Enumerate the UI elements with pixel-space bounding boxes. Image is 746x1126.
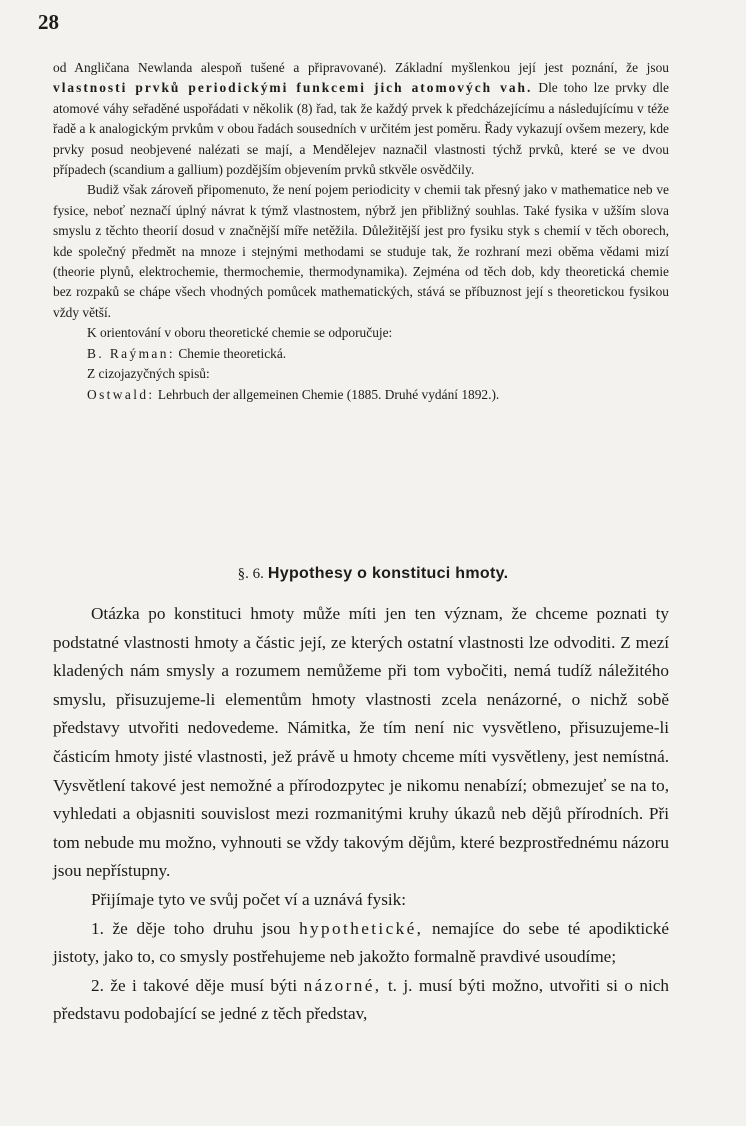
text-run: od Angličana Newlanda alespoň tušené a připravované). Základní myšlenkou její jest poznání, že jsou (53, 60, 669, 75)
reference-rayman (53, 344, 669, 364)
text-run: t. j. musí býti možno, utvořiti si o nich představu podobající se jedné z těch představ, (53, 975, 670, 1024)
section-number: §. 6. (237, 566, 264, 582)
emphasized-text: vlastnosti prvků periodickými funkcemi jich atomových vah. (53, 80, 533, 96)
text-run: 2. že i takové děje musí býti (91, 975, 304, 995)
reference-ostwald (53, 385, 669, 405)
section-title: Hypothesy o konstituci hmoty. (267, 565, 509, 582)
emphasized-text: názorné, (303, 975, 382, 995)
reference-title: Lehrbuch der allgemeinen Chemie (1885. Druhé vydání 1892.). (154, 386, 500, 402)
emphasized-text: hypothetické, (299, 918, 424, 938)
page-number: 28 (38, 10, 59, 34)
text-run: Dle toho lze prvky dle atomové váhy seřaděné uspořádati v několik (8) řad, tak že každý prvek k předcházejícímu a následujícímu v téže řadě a k analogickým prvkům v obou řadách sousedních v určitém jest poměru. Řady vykazují ovšem mezery, kde prvky posud neobjevené nalézati se mají, a Mendělejev naznačil vlastnosti týchž prvků, které se ve dvou případech (scandium a gallium) pozdějším objevením prvků stkvěle osvědčily. (53, 80, 669, 178)
paragraph-periodic-law (53, 58, 669, 180)
small-print-block (53, 58, 669, 405)
paragraph-physicist-accepts: Přijímaje tyto ve svůj počet ví a uznává fysik: (91, 889, 407, 909)
paragraph-orientation: K orientování v oboru theoretické chemie se odporučuje: (87, 325, 393, 341)
reference-title: Chemie theoretická. (174, 345, 287, 361)
list-item-1 (53, 915, 669, 972)
reference-author: B. Raýman: (87, 345, 175, 361)
main-text-block (53, 600, 669, 1029)
reference-author: Ostwald: (87, 386, 155, 402)
text-run: nemajíce do sebe té apodiktické jistoty, jako to, co smysly postřehujeme neb jakožto formalně pravdivé usoudíme; (53, 918, 669, 967)
paragraph-periodicity-note: Budiž však zároveň připomenuto, že není pojem periodicity v chemii tak přesný jako v mathematice neb ve fysice, neboť neznačí úplný návrat k týmž vlastnostem, nýbrž jen přibližný souhlas. Také fysika v užším slova smyslu z těchto theorií dosud v značnější míře netěžila. Důležitější jest pro fysiku styk s chemií v těch oborech, kde společný předmět na mnoze i stejnými methodami se studuje tak, že rozhraní mezi oběma vědami mizí (theorie plynů, elektrochemie, thermochemie, thermodynamika). Zejména od těch dob, kdy theoretická chemie bez rozpaků se chápe všech vhodných pomůcek mathematických, stává se příbuznost její s theoretickou fysikou vždy větší. (53, 182, 669, 320)
section-heading (0, 565, 746, 583)
paragraph-constitution: Otázka po konstituci hmoty může míti jen ten význam, že chceme poznati ty podstatné vlastnosti hmoty a částic její, ze kterých ostatní vlastnosti lze odvoditi. Z mezí kladených nám smysly a rozumem nemůžeme při tom vybočiti, nemá tudíž náležitého smyslu, přisuzujeme-li elementům hmoty vlastnosti zcela nenázorné, o nichž sobě představy utvořiti nedovedeme. Námitka, že tím není nic vysvětleno, přisuzujeme-li částicím hmoty jisté vlastnosti, jež právě u hmoty chceme míti vysvětleny, jest nemístná. Vysvětlení takové jest nemožné a přírodozpytec je nikomu nenabízí; obmezujeť se na to, vyhledati a objasniti souvislost mezi rozmanitými kruhy úkazů neb dějů přírodních. Při tom nebude mu možno, vyhnouti se vždy takovým dějům, které bezprostřednému názoru jsou nepřístupny. (53, 604, 669, 881)
text-run: 1. že děje toho druhu jsou (91, 918, 300, 938)
list-item-2 (53, 972, 669, 1029)
paragraph-foreign-works: Z cizojazyčných spisů: (87, 366, 210, 382)
